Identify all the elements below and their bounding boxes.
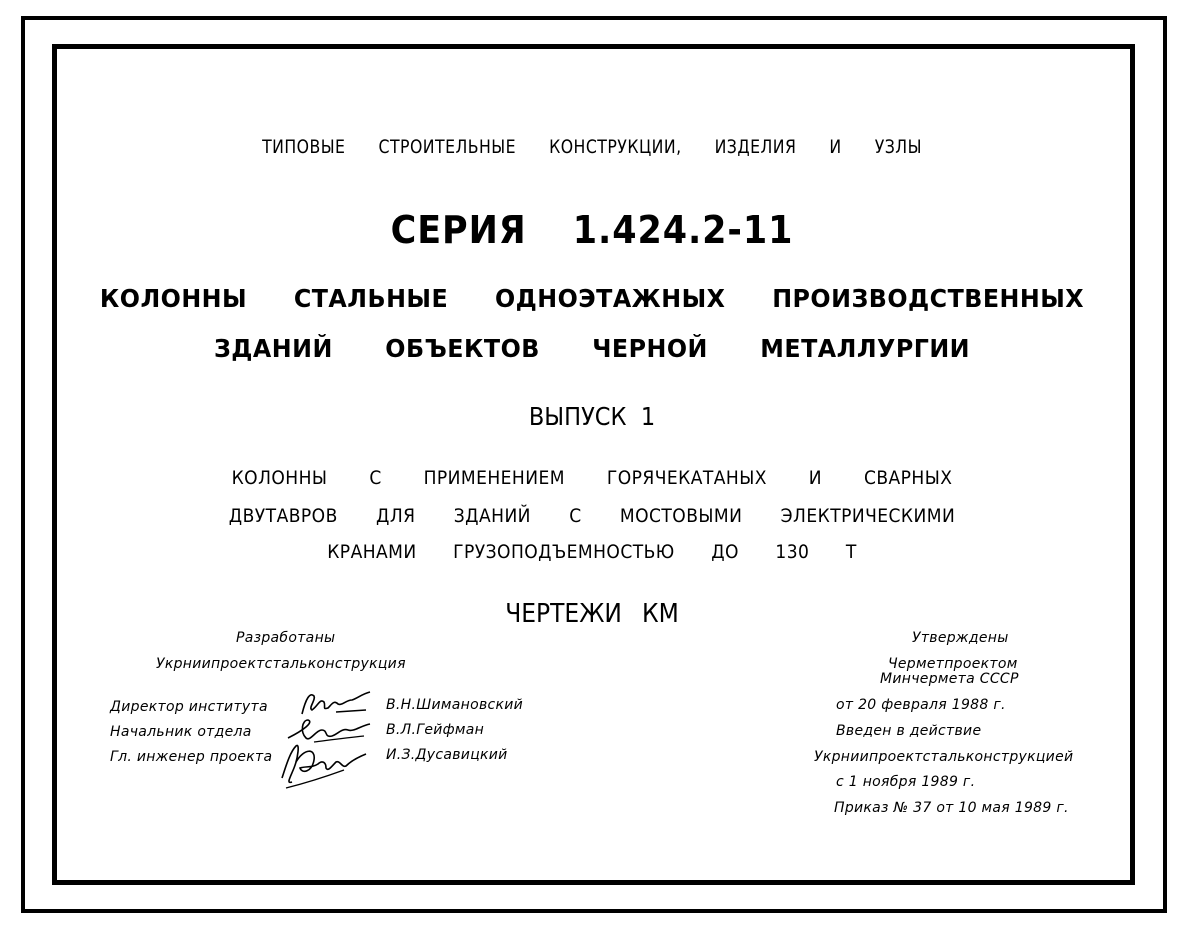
director-role: Директор института xyxy=(110,699,268,715)
main-title-line1: КОЛОННЫ СТАЛЬНЫЕ ОДНОЭТАЖНЫХ ПРОИЗВОДСТВЕННЫХ xyxy=(99,284,1085,313)
description-line1: КОЛОННЫ С ПРИМЕНЕНИЕМ ГОРЯЧЕКАТАНЫХ И СВАРНЫХ xyxy=(231,467,953,489)
director-name: В.Н.Шимановский xyxy=(386,697,524,713)
approved-org-line1: Черметпроектом xyxy=(888,656,1018,672)
order-reference: Приказ № 37 от 10 мая 1989 г. xyxy=(834,800,1069,816)
approval-date: от 20 февраля 1988 г. xyxy=(836,697,1006,713)
effective-date: с 1 ноября 1989 г. xyxy=(836,774,976,790)
description-line3: КРАНАМИ ГРУЗОПОДЪЕМНОСТЬЮ ДО 130 Т xyxy=(327,541,857,563)
chief-engineer-signature xyxy=(272,738,372,794)
developed-label: Разработаны xyxy=(236,630,336,646)
enacted-label: Введен в действие xyxy=(836,723,982,739)
department-head-role: Начальник отдела xyxy=(110,724,252,740)
chief-engineer-role: Гл. инженер проекта xyxy=(110,749,273,765)
drawings-title: ЧЕРТЕЖИ КМ xyxy=(505,599,679,629)
developed-organization: Укрниипроектстальконструкция xyxy=(156,656,406,672)
enacted-by: Укрниипроектстальконструкцией xyxy=(814,749,1074,765)
series-title: СЕРИЯ 1.424.2-11 xyxy=(390,208,794,252)
department-head-name: В.Л.Гейфман xyxy=(386,722,485,738)
description-line2: ДВУТАВРОВ ДЛЯ ЗДАНИЙ С МОСТОВЫМИ ЭЛЕКТРИЧЕСКИМИ xyxy=(228,505,956,527)
chief-engineer-name: И.З.Дусавицкий xyxy=(386,747,508,763)
document-subtitle: ТИПОВЫЕ СТРОИТЕЛЬНЫЕ КОНСТРУКЦИИ, ИЗДЕЛИЯ И УЗЛЫ xyxy=(262,136,922,158)
issue-number: ВЫПУСК 1 xyxy=(528,402,656,431)
approved-label: Утверждены xyxy=(912,630,1009,646)
main-title-line2: ЗДАНИЙ ОБЪЕКТОВ ЧЕРНОЙ МЕТАЛЛУРГИИ xyxy=(213,334,971,363)
approved-org-line2: Минчермета СССР xyxy=(880,671,1019,687)
